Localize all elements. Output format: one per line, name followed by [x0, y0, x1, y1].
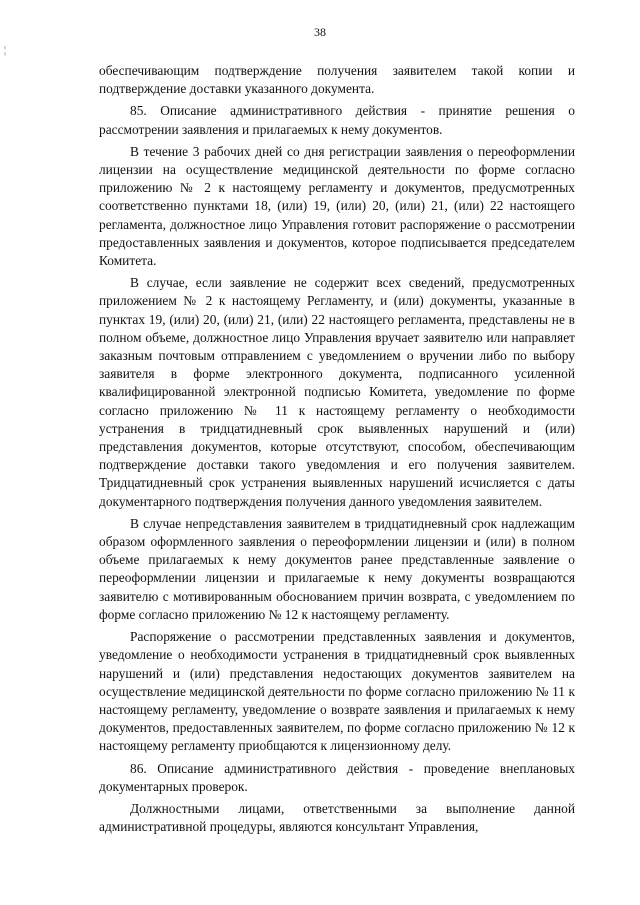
paragraph-responsible-officials: Должностными лицами, ответственными за выполнение данной административной процедуры, являются консультант Управления,: [99, 800, 575, 835]
paragraph-order: Распоряжение о рассмотрении представленных заявления и документов, уведомление о необходимости устранения в тридцатидневный срок выявленных нарушений и (или) представления недостающих документов заявителем на осуществление медицинской деятельности по форме согласно приложению № 11 к настоящему регламенту, уведомление о возврате заявления и прилагаемых к нему документов, предоставленных заявителем, по форме согласно приложению № 12 к настоящему регламенту приобщаются к лицензионному делу.: [99, 629, 575, 754]
document-body: [99, 62, 575, 836]
paragraph-85-heading: 85. Описание административного действия - принятие решения о рассмотрении заявления и прилагаемых к нему документов.: [99, 103, 575, 137]
paragraph-continuation: обеспечивающим подтверждение получения заявителем такой копии и подтверждение доставки указанного документа.: [99, 63, 575, 97]
paragraph-within-3-days: В течение 3 рабочих дней со дня регистрации заявления о переоформлении лицензии на осуществление медицинской деятельности по форме согласно приложению № 2 к настоящему регламенту и документов, предусмотренных соответственно пунктами 18, (или) 19, (или) 20, (или) 21, (или) 22 настоящего регламента, должностное лицо Управления готовит распоряжение о рассмотрении предоставленных заявления и документов, которое подписывается председателем Комитета.: [99, 143, 575, 269]
paragraph-86-heading: 86. Описание административного действия - проведение внеплановых документарных проверок.: [99, 760, 575, 794]
margin-mark: ¦: [4, 45, 7, 56]
paragraph-non-submission: В случае непредставления заявителем в тридцатидневный срок надлежащим образом оформленного заявления о переоформлении лицензии и (или) в полном объеме прилагаемых к нему документов ранее представленные заявление о переоформлении лицензии и прилагаемые к нему документы возвращаются заявителю с мотивированным обоснованием причин возврата, с уведомлением по форме согласно приложению № 12 к настоящему регламенту.: [99, 515, 575, 622]
paragraph-incomplete-application: В случае, если заявление не содержит всех сведений, предусмотренных приложением № 2 к настоящему Регламенту, и (или) документы, указанные в пунктах 19, (или) 20, (или) 21, (или) 22 настоящего регламента, представлены не в полном объеме, должностное лицо Управления вручает заявителю или направляет заказным почтовым отправлением с уведомлением о вручении либо по выбору заявителя в форме электронного документа, подписанного усиленной квалифицированной электронной подписью Комитета, уведомление по форме согласно приложению № 11 к настоящему регламенту о необходимости устранения в тридцатидневный срок выявленных нарушений и (или) представления документов, которые отсутствуют, способом, обеспечивающим подтверждение доставки такого уведомления и его получения заявителем. Тридцатидневный срок устранения выявленных нарушений исчисляется с даты документарного подтверждения получения данного уведомления заявителем.: [99, 275, 575, 509]
page-number: 38: [314, 25, 326, 39]
